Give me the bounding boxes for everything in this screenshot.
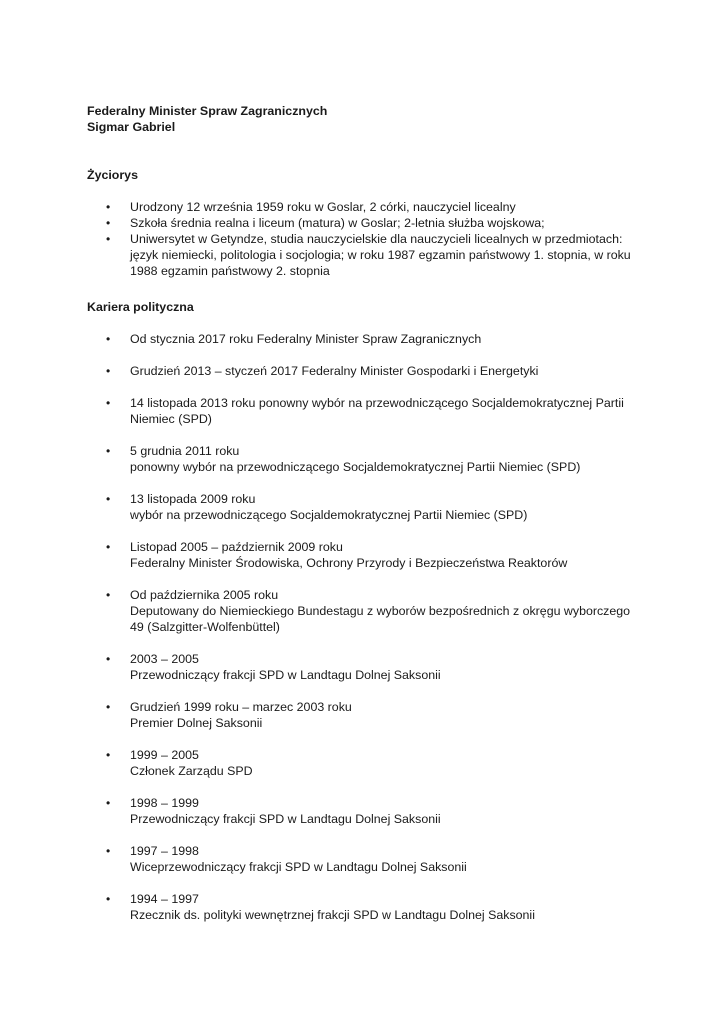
career-item-text: Przewodniczący frakcji SPD w Landtagu Dolnej Saksonii — [130, 812, 441, 826]
bullet-icon: • — [106, 332, 111, 346]
career-item — [0, 651, 724, 683]
career-item — [0, 331, 724, 347]
minister-title: Federalny Minister Spraw Zagranicznych — [87, 104, 328, 118]
career-item-text: 49 (Salzgitter-Wolfenbüttel) — [130, 620, 280, 634]
career-item-text: Listopad 2005 – październik 2009 roku — [130, 540, 343, 554]
bullet-icon: • — [106, 396, 111, 410]
biography-item — [0, 231, 724, 279]
bullet-icon: • — [106, 892, 111, 906]
career-item-text: 13 listopada 2009 roku — [130, 492, 256, 506]
career-item-text: 2003 – 2005 — [130, 652, 199, 666]
career-item-text: Premier Dolnej Saksonii — [130, 716, 263, 730]
biography-heading: Życiorys — [87, 168, 138, 182]
bullet-icon: • — [106, 748, 111, 762]
bullet-icon: • — [106, 232, 111, 246]
bullet-icon: • — [106, 700, 111, 714]
career-item — [0, 491, 724, 523]
career-item-text: Grudzień 2013 – styczeń 2017 Federalny Minister Gospodarki i Energetyki — [130, 364, 539, 378]
biography-item-text: Urodzony 12 września 1959 roku w Goslar, 2 córki, nauczyciel licealny — [130, 200, 516, 214]
bullet-icon: • — [106, 492, 111, 506]
career-item-text: 1994 – 1997 — [130, 892, 199, 906]
career-item — [0, 443, 724, 475]
biography-item-text: język niemiecki, politologia i socjologia; w roku 1987 egzamin państwowy 1. stopnia, w roku — [130, 248, 631, 262]
career-heading: Kariera polityczna — [87, 300, 194, 314]
bullet-icon: • — [106, 588, 111, 602]
bullet-icon: • — [106, 796, 111, 810]
career-item — [0, 843, 724, 875]
career-item-text: Grudzień 1999 roku – marzec 2003 roku — [130, 700, 352, 714]
career-item-text: ponowny wybór na przewodniczącego Socjaldemokratycznej Partii Niemiec (SPD) — [130, 460, 581, 474]
career-list — [0, 331, 724, 939]
career-item-text: Niemiec (SPD) — [130, 412, 212, 426]
bullet-icon: • — [106, 844, 111, 858]
career-item-text: wybór na przewodniczącego Socjaldemokratycznej Partii Niemiec (SPD) — [130, 508, 528, 522]
career-item — [0, 891, 724, 923]
career-item-text: Federalny Minister Środowiska, Ochrony Przyrody i Bezpieczeństwa Reaktorów — [130, 556, 568, 570]
career-item-text: 1997 – 1998 — [130, 844, 199, 858]
biography-item — [0, 215, 724, 231]
bullet-icon: • — [106, 444, 111, 458]
career-item — [0, 363, 724, 379]
biography-item — [0, 199, 724, 215]
career-item-text: Rzecznik ds. polityki wewnętrznej frakcji SPD w Landtagu Dolnej Saksonii — [130, 908, 535, 922]
career-item — [0, 747, 724, 779]
career-item-text: 1998 – 1999 — [130, 796, 199, 810]
bullet-icon: • — [106, 364, 111, 378]
career-item-text: 14 listopada 2013 roku ponowny wybór na przewodniczącego Socjaldemokratycznej Partii — [130, 396, 624, 410]
bullet-icon: • — [106, 200, 111, 214]
career-item — [0, 395, 724, 427]
biography-item-text: Szkoła średnia realna i liceum (matura) w Goslar; 2-letnia służba wojskowa; — [130, 216, 545, 230]
career-item — [0, 699, 724, 731]
career-item — [0, 587, 724, 635]
career-item-text: Przewodniczący frakcji SPD w Landtagu Dolnej Saksonii — [130, 668, 441, 682]
career-item-text: Deputowany do Niemieckiego Bundestagu z wyborów bezpośrednich z okręgu wyborczego — [130, 604, 631, 618]
career-item-text: Od stycznia 2017 roku Federalny Minister Spraw Zagranicznych — [130, 332, 482, 346]
career-item-text: Wiceprzewodniczący frakcji SPD w Landtagu Dolnej Saksonii — [130, 860, 467, 874]
career-item-text: 1999 – 2005 — [130, 748, 199, 762]
career-item-text: Członek Zarządu SPD — [130, 764, 253, 778]
career-item — [0, 795, 724, 827]
career-item-text: Od października 2005 roku — [130, 588, 279, 602]
career-item — [0, 539, 724, 571]
document-header — [87, 103, 327, 135]
bullet-icon: • — [106, 652, 111, 666]
career-item-text: 5 grudnia 2011 roku — [130, 444, 240, 458]
minister-name: Sigmar Gabriel — [87, 120, 176, 134]
biography-item-text: Uniwersytet w Getyndze, studia nauczycielskie dla nauczycieli licealnych w przedmiotach: — [130, 232, 623, 246]
bullet-icon: • — [106, 216, 111, 230]
biography-item-text: 1988 egzamin państwowy 2. stopnia — [130, 264, 330, 278]
bullet-icon: • — [106, 540, 111, 554]
biography-list — [0, 199, 724, 279]
